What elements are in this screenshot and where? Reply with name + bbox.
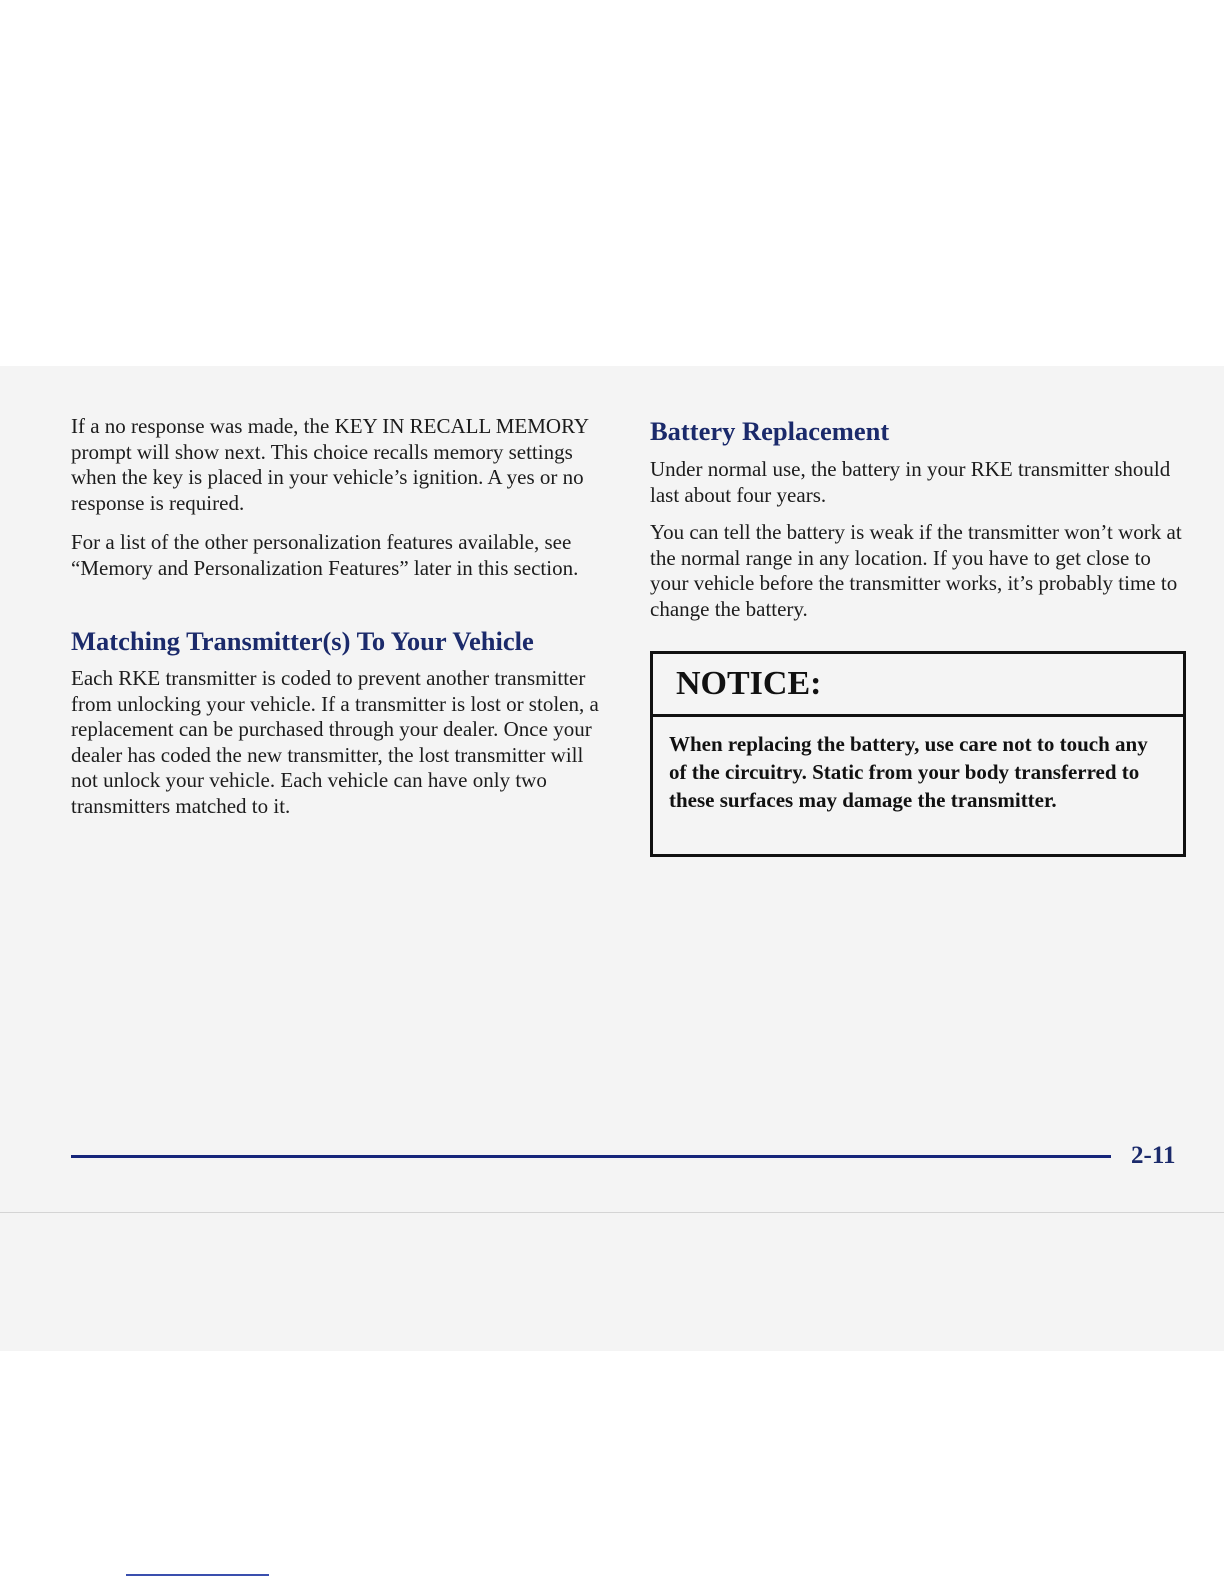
- bottom-edge-mark: [126, 1574, 269, 1576]
- page-number: 2-11: [1131, 1142, 1176, 1169]
- notice-title: NOTICE:: [676, 665, 822, 702]
- scan-edge-line: [0, 1212, 1224, 1213]
- paragraph-rke-coded: Each RKE transmitter is coded to prevent another transmitter from unlocking your vehicle. If a transmitter is lost or stolen, a replacement can be purchased through your dealer. Once your dealer has coded the new transmitter, the lost transmitter will not unlock your vehicle. Each vehicle can have only two transmitters matched to it.: [71, 666, 599, 818]
- footer-rule: [71, 1155, 1111, 1158]
- heading-battery-replacement: Battery Replacement: [650, 416, 890, 446]
- heading-matching-transmitters: Matching Transmitter(s) To Your Vehicle: [71, 626, 534, 656]
- paragraph-battery-weak: You can tell the battery is weak if the transmitter won’t work at the normal range in any location. If you have to get close to your vehicle before the transmitter works, it’s probably time to change the battery.: [650, 520, 1182, 621]
- notice-title-bar: [653, 654, 1183, 717]
- paragraph-key-in-recall: If a no response was made, the KEY IN RECALL MEMORY prompt will show next. This choice recalls memory settings when the key is placed in your vehicle’s ignition. A yes or no response is required.: [71, 414, 589, 515]
- paragraph-battery-life: Under normal use, the battery in your RKE transmitter should last about four years.: [650, 457, 1171, 507]
- notice-text: When replacing the battery, use care not to touch any of the circuitry. Static from your body transferred to these surfaces may damage the transmitter.: [669, 732, 1148, 812]
- notice-box: [650, 651, 1186, 857]
- paragraph-personalization-features: For a list of the other personalization features available, see “Memory and Personalization Features” later in this section.: [71, 530, 579, 580]
